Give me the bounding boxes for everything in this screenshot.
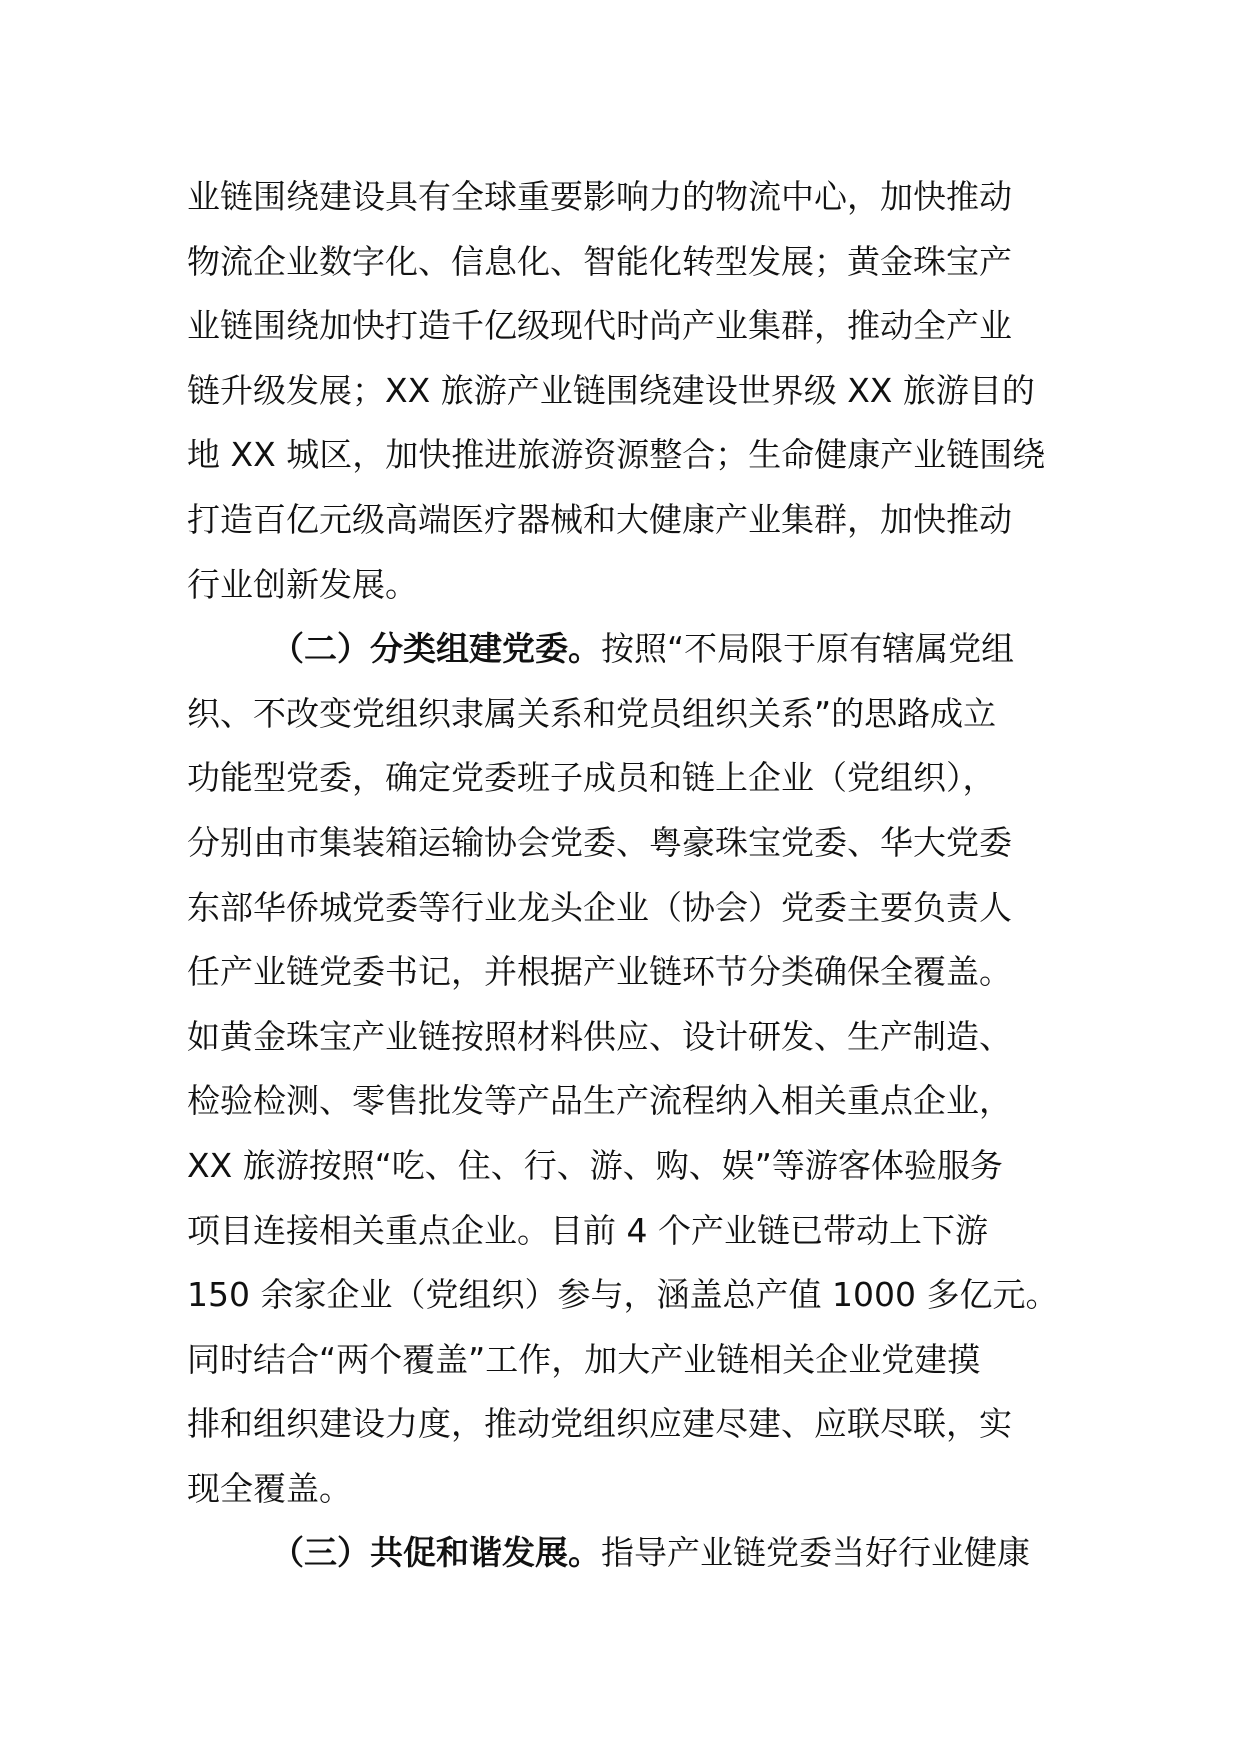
document-body xyxy=(187,165,1067,1586)
text-line: 物流企业数字化、信息化、智能化转型发展；黄金珠宝产 xyxy=(187,241,1012,281)
text-line: 排和组织建设力度，推动党组织应建尽建、应联尽联，实 xyxy=(187,1404,1012,1444)
text-line: 打造百亿元级高端医疗器械和大健康产业集群，加快推动 xyxy=(187,499,1012,539)
text-line: 同时结合“两个覆盖”工作，加大产业链相关企业党建摸 xyxy=(187,1339,981,1379)
text-line: 现全覆盖。 xyxy=(187,1468,352,1508)
section-two-heading: （二）分类组建党委。 xyxy=(271,629,601,669)
text-line: 150 余家企业（党组织）参与，涵盖总产值 1000 多亿元。 xyxy=(187,1275,1059,1315)
text-line: 检验检测、零售批发等产品生产流程纳入相关重点企业， xyxy=(187,1081,1012,1121)
text-line: 分别由市集装箱运输协会党委、粤豪珠宝党委、华大党委 xyxy=(187,822,1012,862)
text-line: 业链围绕加快打造千亿级现代时尚产业集群，推动全产业 xyxy=(187,306,1012,346)
text-line: 功能型党委，确定党委班子成员和链上企业（党组织）， xyxy=(187,758,996,798)
text-line-fragment: 指导产业链党委当好行业健康 xyxy=(601,1533,1030,1573)
text-line: 任产业链党委书记，并根据产业链环节分类确保全覆盖。 xyxy=(187,952,1012,992)
text-line: 行业创新发展。 xyxy=(187,564,418,604)
text-line: XX 旅游按照“吃、住、行、游、购、娱”等游客体验服务 xyxy=(187,1145,1003,1185)
text-line-fragment: 按照“不局限于原有辖属党组 xyxy=(601,629,1015,669)
text-line: 地 XX 城区，加快推进旅游资源整合；生命健康产业链围绕 xyxy=(187,435,1046,475)
text-line: 织、不改变党组织隶属关系和党员组织关系”的思路成立 xyxy=(187,693,997,733)
text-line: 如黄金珠宝产业链按照材料供应、设计研发、生产制造、 xyxy=(187,1016,1012,1056)
section-three-heading: （三）共促和谐发展。 xyxy=(271,1533,601,1573)
text-line: 业链围绕建设具有全球重要影响力的物流中心，加快推动 xyxy=(187,177,1012,216)
paragraph-section-three-start xyxy=(187,1521,1067,1586)
text-line: 东部华侨城党委等行业龙头企业（协会）党委主要负责人 xyxy=(187,887,1012,927)
text-line: 项目连接相关重点企业。目前 4 个产业链已带动上下游 xyxy=(187,1210,988,1250)
paragraph-section-two-start xyxy=(187,617,1067,682)
text-line: 链升级发展；XX 旅游产业链围绕建设世界级 XX 旅游目的 xyxy=(187,370,1035,410)
